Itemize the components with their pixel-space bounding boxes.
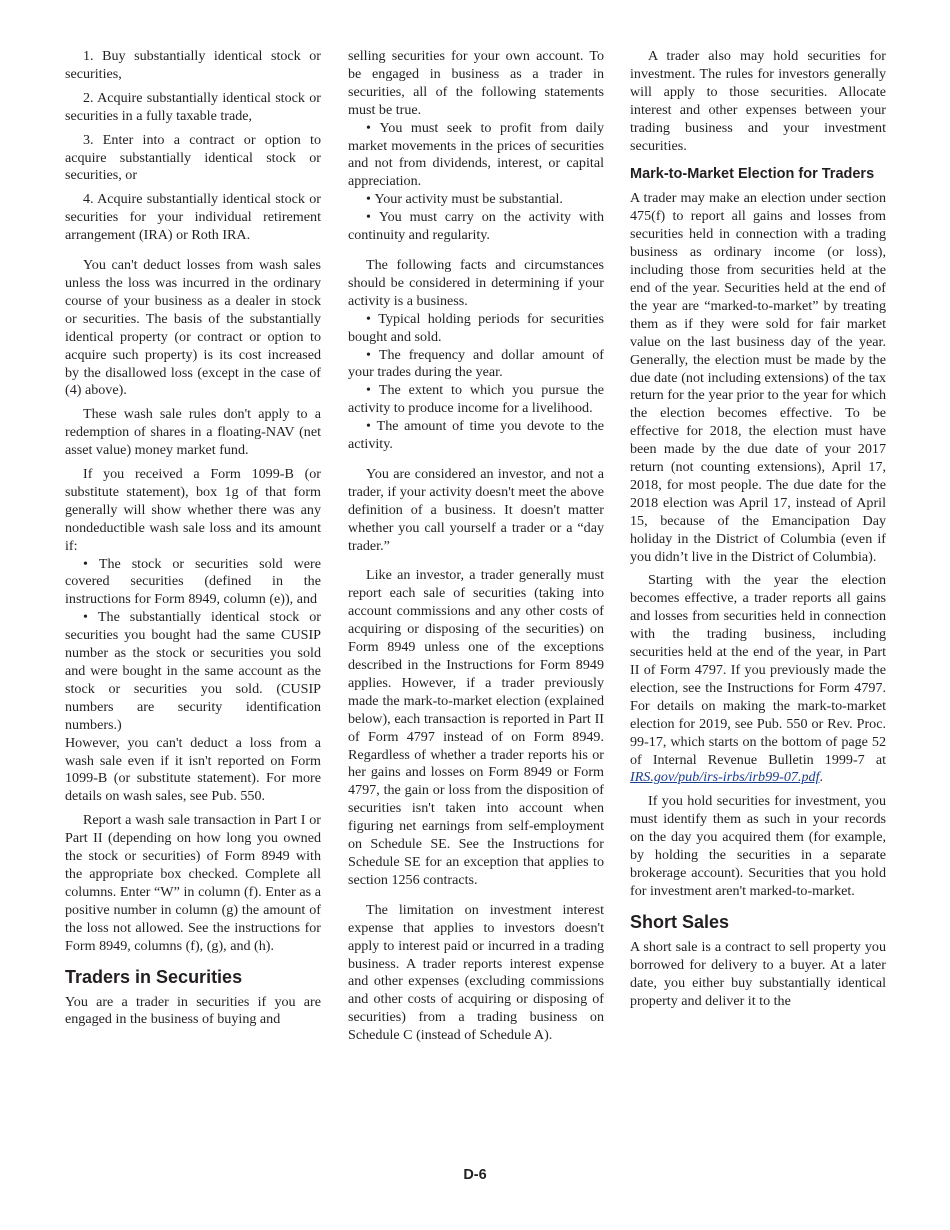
- paragraph-however: However, you can't deduct a loss from a wash sale even if it isn't reported on Form 1099-B (or substitute statement). For more details on wash sales, see Pub. 550.: [65, 734, 321, 805]
- paragraph-like-investor: Like an investor, a trader generally must report each sale of securities (taking into account commissions and any other costs of acquiring or disposing of the securities) on Form 8949 unless one of the exceptions described in the Instructions for Form 8949 applies. However, if a trader previously made the mark-to-market election (explained below), each transaction is reported in Part II of Form 4797 instead of on Form 8949. Regardless of whether a trader reports his or her gains and losses on Form 8949 or Form 4797, the gain or loss from the disposition of securities isn't taken into account when figuring net earnings from self-employment on Schedule SE. See the Instructions for Schedule SE for an exception that applies to section 1256 contracts.: [348, 567, 604, 888]
- page-number: D-6: [463, 1167, 487, 1183]
- paragraph-investor: You are considered an investor, and not a trader, if your activity doesn't meet the above definition of a business. It doesn't matter whether you call yourself a trader or a “day trader.”: [348, 465, 604, 554]
- column-right: [630, 48, 886, 1016]
- section-heading-short-sales: Short Sales: [630, 911, 730, 932]
- paragraph-report-wash-sale: Report a wash sale transaction in Part I or Part II (depending on how long you owned the stock or securities) of Form 8949 with the appropriate box checked. Complete all columns. Enter “W” in column (f). Enter as a positive number in column (g) the amount of the loss not allowed. See the instructions for Form 8949, columns (f), (g), and (h).: [65, 812, 321, 954]
- bullet-item: • You must seek to profit from daily market movements in the prices of securities and not from dividends, interest, or capital appreciation.: [348, 120, 604, 192]
- paragraph-business-loss: You can't deduct losses from wash sales unless the loss was incurred in the ordinary course of your business as a dealer in stock or securities. The basis of the substantially identical property (or contract or option to acquire such property) is its cost increased by the disallowed loss (except in the case of (4) above).: [65, 257, 321, 399]
- paragraph-facts: The following facts and circumstances should be considered in determining if your activity is a business.: [348, 256, 604, 309]
- paragraph-form-1099b: If you received a Form 1099-B (or substitute statement), box 1g of that form generally will show whether there was any nondeductible wash sale loss and its amount if:: [65, 466, 321, 554]
- bullet-item: • You must carry on the activity with continuity and regularity.: [348, 209, 604, 245]
- paragraph-nav-fund: These wash sale rules don't apply to a redemption of shares in a floating-NAV (net asset value) money market fund.: [65, 406, 321, 459]
- paragraph-short-sale: A short sale is a contract to sell property you borrowed for delivery to a buyer. At a later date, you either buy substantially identical property and deliver it to the: [630, 938, 886, 1009]
- bullet-item: • The substantially identical stock or securities you bought had the same CUSIP number as the stock or securities you sold and were bought in the same account as the stock or securities you sold. (CUSIP numbers are security identification numbers.): [65, 609, 321, 734]
- bullet-item: • Typical holding periods for securities bought and sold.: [348, 311, 604, 347]
- list-item: 2. Acquire substantially identical stock or securities in a fully taxable trade,: [65, 89, 321, 124]
- paragraph-interest-limit: The limitation on investment interest expense that applies to investors doesn't apply to interest paid or incurred in a trading business. A trader reports interest expense and other expenses (excluding commissions and other costs of acquiring or disposing of securities) from a trading business on Schedule C (instead of Schedule A).: [348, 901, 604, 1044]
- list-item: 3. Enter into a contract or option to acquire substantially identical stock or securities, or: [65, 131, 321, 184]
- bullet-item: • Your activity must be substantial.: [348, 191, 604, 209]
- column-middle: [348, 48, 604, 1051]
- bullet-item: • The frequency and dollar amount of your trades during the year.: [348, 347, 604, 383]
- list-item: 1. Buy substantially identical stock or securities,: [65, 48, 321, 82]
- section-heading-traders: Traders in Securities: [65, 966, 243, 987]
- column-left: [65, 48, 321, 1035]
- list-item: 4. Acquire substantially identical stock or securities for your individual retirement arrangement (IRA) or Roth IRA.: [65, 191, 321, 244]
- link-tail: .: [819, 769, 824, 786]
- section-heading-mark-to-market: Mark-to-Market Election for Traders: [630, 166, 875, 183]
- paragraph-mark-to-market: A trader may make an election under section 475(f) to report all gains and losses from securities held in connection with a trading business as ordinary income (or loss), including those from securities held at the end of the year. Securities held at the end of the year are “marked-to-market” by treating them as if they were sold for fair market value on the last business day of the year. Generally, the election must be made by the due date (not including extensions) of the tax return for the year prior to the year for which the election becomes effective. To be effective for 2018, the election must have been made by the due date of your 2017 return (not counting extensions), April 17, 2018, for most people. The due date for the 2018 election was April 17, instead of April 15, because of the Emancipation Day holiday in the District of Columbia (even if you didn’t live in the District of Columbia).: [630, 190, 886, 565]
- paragraph-trader-continued: selling securities for your own account. To be engaged in business as a trader in securities, all of the following statements must be true.: [348, 48, 604, 118]
- irb-link[interactable]: IRS.gov/pub/irs-irbs/irb99-07.pdf: [630, 769, 820, 786]
- bullet-item: • The stock or securities sold were covered securities (defined in the instructions for Form 8949, column (e)), and: [65, 556, 321, 610]
- paragraph-hold-investment: A trader also may hold securities for investment. The rules for investors generally will apply to those securities. Allocate interest and other expenses between your trading business and your investment securities.: [630, 48, 886, 154]
- paragraph-identify-securities: If you hold securities for investment, you must identify them as such in your records on the day you acquired them (for example, by holding the securities in a separate brokerage account). Securities that you hold for investment aren't marked-to-market.: [630, 793, 886, 899]
- paragraph-trader-intro: You are a trader in securities if you are engaged in the business of buying and: [65, 993, 321, 1028]
- paragraph-starting-year: [630, 572, 886, 787]
- paragraph-starting-text: Starting with the year the election becomes effective, a trader reports all gains and losses from securities held in connection with the trading business, including securities held at the end of the year, in Part II of Form 4797. If you previously made the election, see the Instructions for Form 4797. For details on making the mark-to-market election for 2019, see Pub. 550 or Rev. Proc. 99-17, which starts on the bottom of page 52 of Internal Revenue Bulletin 1999-7 at: [630, 572, 886, 768]
- bullet-item: • The extent to which you pursue the activity to produce income for a livelihood.: [348, 382, 604, 418]
- bullet-item: • The amount of time you devote to the activity.: [348, 418, 604, 454]
